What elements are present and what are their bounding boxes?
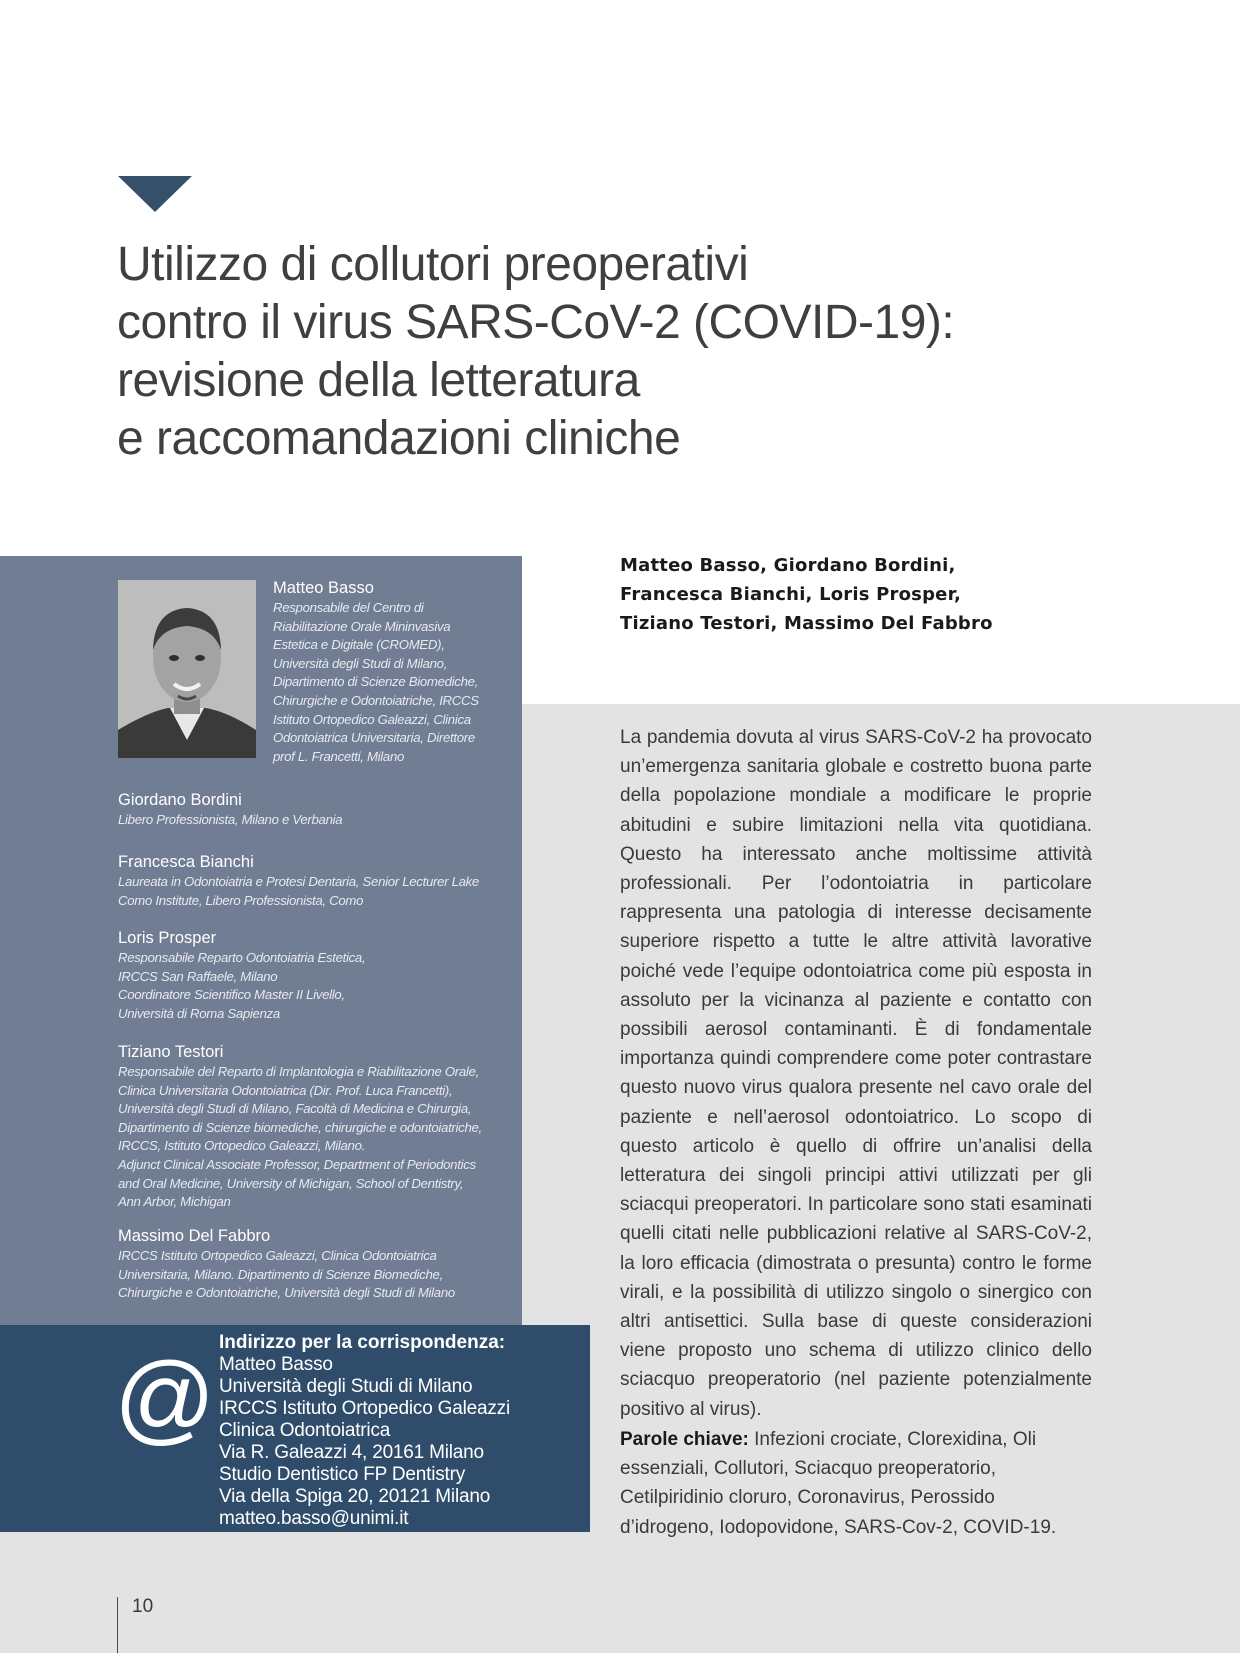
author-affiliation: Responsabile del Centro di Riabilitazione Orale Mininvasiva Estetica e Digitale (CROMED), Università degli Studi di Milano, Dipartimento di Scienze Biomediche, Chirurgiche e Odontoiatriche, IRCCS Istituto Ortopedico Galeazzi, Clinica Odontoiatrica Universitaria, Direttore prof L. Francetti, Milano bbox=[273, 600, 479, 764]
author-affiliation: Laureata in Odontoiatria e Protesi Dentaria, Senior Lecturer Lake Como Institute, Libero Professionista, Como bbox=[118, 874, 479, 908]
title-line: revisione della letteratura bbox=[117, 354, 640, 407]
author-name: Massimo Del Fabbro bbox=[118, 1227, 271, 1245]
title-line: Utilizzo di collutori preoperativi bbox=[117, 238, 749, 291]
authors-panel bbox=[0, 556, 522, 1325]
author-entry bbox=[118, 1226, 518, 1303]
title-line: e raccomandazioni cliniche bbox=[117, 412, 681, 465]
background-grey-footer bbox=[0, 1531, 1240, 1653]
author-name: Matteo Basso bbox=[273, 579, 374, 597]
author-entry bbox=[118, 790, 513, 830]
author-name: Giordano Bordini bbox=[118, 791, 242, 809]
correspondence-email[interactable]: matteo.basso@unimi.it bbox=[219, 1508, 409, 1529]
byline-line: Tiziano Testori, Massimo Del Fabbro bbox=[620, 613, 993, 634]
page-number-rule bbox=[117, 1597, 118, 1653]
correspondence-line: Matteo Basso bbox=[219, 1354, 333, 1375]
correspondence-line: Via della Spiga 20, 20121 Milano bbox=[219, 1486, 491, 1507]
author-name: Tiziano Testori bbox=[118, 1043, 224, 1061]
correspondence-line: Clinica Odontoiatrica bbox=[219, 1420, 391, 1441]
article-title bbox=[117, 236, 1017, 468]
author-name: Francesca Bianchi bbox=[118, 853, 254, 871]
author-entry bbox=[273, 578, 503, 766]
author-entry bbox=[118, 928, 513, 1023]
keywords bbox=[620, 1425, 1092, 1542]
page-number: 10 bbox=[132, 1596, 154, 1617]
author-affiliation: Libero Professionista, Milano e Verbania bbox=[118, 812, 343, 827]
correspondence-line: Via R. Galeazzi 4, 20161 Milano bbox=[219, 1442, 484, 1463]
byline-line: Francesca Bianchi, Loris Prosper, bbox=[620, 584, 962, 605]
section-triangle-icon bbox=[118, 176, 192, 212]
abstract-text: La pandemia dovuta al virus SARS-CoV-2 ha provocato un’emergenza sanitaria globale e costretto buona parte della popolazione mondiale a modificare le proprie abitudini e subire limitazioni nella vita quotidiana. Questo ha interessato anche moltissime attività professionali. Per l’odontoiatria in particolare rappresenta una patologia di interesse decisamente superiore rispetto a tutte le altre attività lavorative poiché vede l’equipe odontoiatrica come più esposta in assoluto per la vicinanza al paziente e contatto con possibili aerosol contaminanti. È di fondamentale importanza quindi comprendere come poter contrastare questo nuovo virus qualora presente nel cavo orale del paziente e nell’aerosol odontoiatrico. Lo scopo di questo articolo è quello di offrire un’analisi della letteratura dei singoli principi attivi utilizzati per gli sciacqui preoperatori. In particolare sono stati esaminati quelli citati nelle pubblicazioni relative al SARS-CoV-2, la loro efficacia (dimostrata o presunta) contro le forme virali, e la possibilità di utilizzo singolo o sinergico con altri antisettici. Sulla base di queste considerazioni viene proposto uno schema di utilizzo clinico dello sciacquo preoperatorio (nel paziente potenzialmente positivo al virus). bbox=[620, 727, 1092, 1420]
author-photo bbox=[118, 580, 256, 758]
correspondence-text bbox=[219, 1332, 589, 1530]
author-affiliation: Responsabile Reparto Odontoiatria Estetica, IRCCS San Raffaele, Milano Coordinatore Scientifico Master II Livello, Università di Roma Sapienza bbox=[118, 950, 366, 1021]
title-line: contro il virus SARS-CoV-2 (COVID-19): bbox=[117, 296, 955, 349]
author-name: Loris Prosper bbox=[118, 929, 217, 947]
author-entry bbox=[118, 852, 513, 910]
correspondence-line: Studio Dentistico FP Dentistry bbox=[219, 1464, 466, 1485]
keywords-label: Parole chiave: bbox=[620, 1429, 749, 1450]
author-affiliation: Responsabile del Reparto di Implantologia e Riabilitazione Orale, Clinica Universitaria Odontoiatrica (Dir. Prof. Luca Francetti), Università degli Studi di Milano, Facoltà di Medicina e Chirurgia, Dipartimento di Scienze biomediche, chirurgiche e odontoiatriche, IRCCS, Istituto Ortopedico Galeazzi, Milano. Adjunct Clinical Associate Professor, Department of Periodontics and Oral Medicine, University of Michigan, School of Dentistry, Ann Arbor, Michigan bbox=[118, 1064, 482, 1210]
correspondence-heading: Indirizzo per la corrispondenza: bbox=[219, 1332, 506, 1353]
at-icon: @ bbox=[114, 1342, 216, 1454]
correspondence-line: Università degli Studi di Milano bbox=[219, 1376, 473, 1397]
author-affiliation: IRCCS Istituto Ortopedico Galeazzi, Clinica Odontoiatrica Universitaria, Milano. Dipartimento di Scienze Biomediche, Chirurgiche e Odontoiatriche, Università degli Studi di Milano bbox=[118, 1248, 455, 1301]
correspondence-box bbox=[0, 1325, 590, 1532]
keywords-list: Infezioni crociate, Clorexidina, Oli essenziali, Collutori, Sciacquo preoperatorio, Cetilpiridinio cloruro, Coronavirus, Perossido d’idrogeno, Iodopovidone, SARS-Cov-2, COVID-19. bbox=[620, 1429, 1057, 1538]
author-byline bbox=[620, 551, 1040, 638]
correspondence-line: IRCCS Istituto Ortopedico Galeazzi bbox=[219, 1398, 510, 1419]
byline-line: Matteo Basso, Giordano Bordini, bbox=[620, 555, 956, 576]
author-entry bbox=[118, 1042, 518, 1212]
